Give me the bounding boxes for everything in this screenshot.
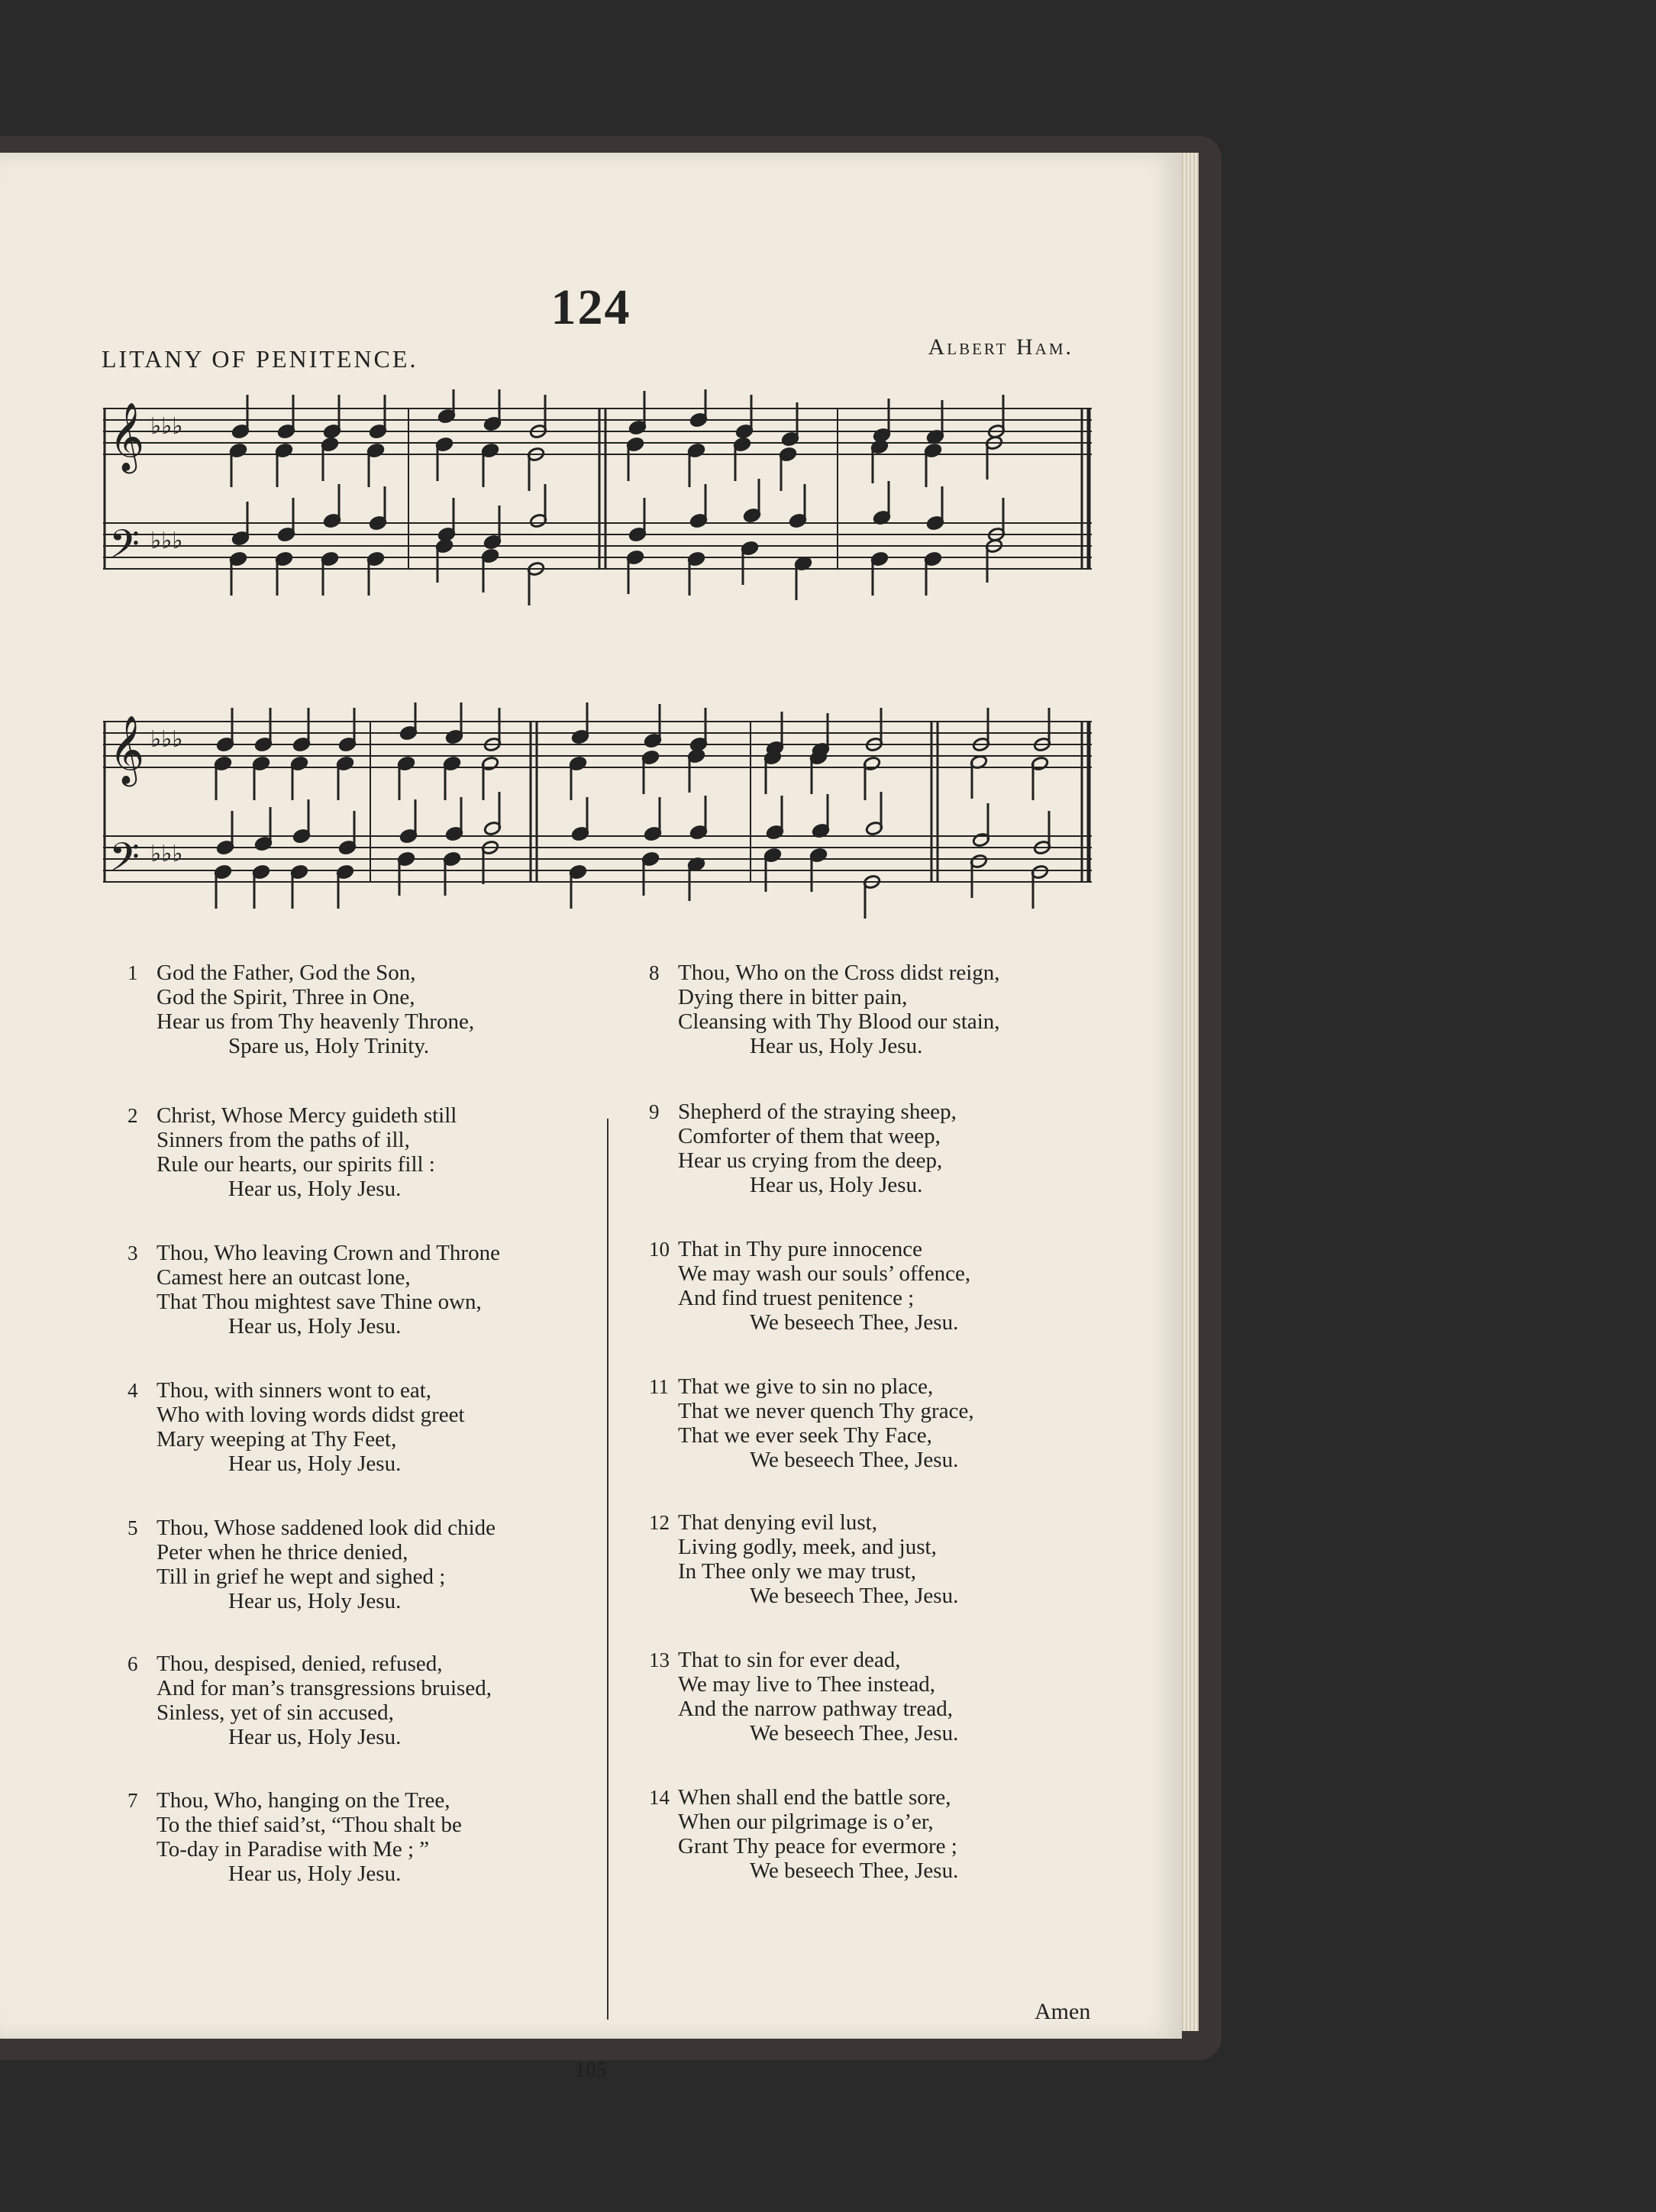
verse-7 — [128, 1788, 462, 1886]
verse-line: And the narrow pathway tread, — [678, 1697, 953, 1721]
verse-number: 4 — [128, 1379, 138, 1402]
verse-refrain: Hear us, Holy Jesu. — [228, 1589, 402, 1613]
verse-line: Thou, Who leaving Crown and Throne — [157, 1241, 500, 1265]
score-system-1-svg — [103, 389, 1092, 618]
music-system-2 — [103, 702, 1092, 932]
verse-line: Sinless, yet of sin accused, — [157, 1700, 394, 1725]
amen: Amen — [1035, 1999, 1091, 2024]
verse-line: We may wash our souls’ offence, — [678, 1261, 971, 1286]
verse-line: Christ, Whose Mercy guideth still — [157, 1103, 457, 1128]
verse-line: Camest here an outcast lone, — [157, 1265, 411, 1290]
page-number: 105 — [575, 2059, 607, 2082]
verse-line: That to sin for ever dead, — [678, 1648, 901, 1672]
verse-line: Till in grief he wept and sighed ; — [157, 1565, 446, 1589]
svg-text:𝄞: 𝄞 — [109, 715, 145, 784]
verse-number: 1 — [128, 961, 138, 984]
verse-refrain: Hear us, Holy Jesu. — [750, 1173, 923, 1197]
verse-line: We may live to Thee instead, — [678, 1672, 935, 1697]
hymnal-page — [0, 153, 1182, 2082]
verse-line: And find truest penitence ; — [678, 1286, 915, 1310]
verse-refrain: Hear us, Holy Jesu. — [228, 1314, 402, 1339]
verse-12 — [649, 1510, 959, 1608]
verse-line: In Thee only we may trust, — [678, 1559, 916, 1584]
verse-number: 8 — [649, 961, 660, 984]
verse-line: That we ever seek Thy Face, — [678, 1423, 932, 1448]
verse-number: 2 — [128, 1104, 138, 1127]
verse-line: Living godly, meek, and just, — [678, 1535, 937, 1559]
verse-line: Dying there in bitter pain, — [678, 985, 908, 1009]
verse-2 — [128, 1103, 457, 1201]
verse-line: Thou, despised, denied, refused, — [157, 1652, 443, 1676]
verse-line: Hear us from Thy heavenly Throne, — [157, 1009, 475, 1034]
verse-refrain: We beseech Thee, Jesu. — [750, 1584, 959, 1608]
composer: Albert Ham. — [928, 334, 1073, 360]
svg-text:𝄢: 𝄢 — [109, 521, 140, 576]
hymn-title: LITANY OF PENITENCE. — [102, 345, 418, 373]
svg-text:♭♭♭: ♭♭♭ — [150, 528, 183, 554]
hymn-number: 124 — [550, 279, 631, 335]
music-system-1 — [103, 389, 1092, 618]
verse-13 — [649, 1648, 959, 1745]
verse-line: To-day in Paradise with Me ; ” — [157, 1837, 430, 1862]
verse-line: Shepherd of the straying sheep, — [678, 1100, 957, 1124]
verse-line: To the thief said’st, “Thou shalt be — [157, 1813, 462, 1837]
verse-line: God the Spirit, Three in One, — [157, 985, 415, 1009]
verse-line: That we give to sin no place, — [678, 1374, 934, 1399]
verse-3 — [128, 1241, 500, 1339]
score-system-2-svg — [103, 702, 1092, 932]
verse-refrain: Hear us, Holy Jesu. — [228, 1725, 402, 1749]
verse-refrain: We beseech Thee, Jesu. — [750, 1448, 959, 1472]
verse-line: That we never quench Thy grace, — [678, 1399, 974, 1423]
svg-text:♭♭♭: ♭♭♭ — [150, 413, 183, 440]
verse-line: Cleansing with Thy Blood our stain, — [678, 1009, 1000, 1034]
verse-8 — [649, 961, 1000, 1058]
verse-line: Peter when he thrice denied, — [157, 1540, 408, 1565]
svg-text:♭♭♭: ♭♭♭ — [150, 726, 183, 753]
verse-line: That denying evil lust, — [678, 1510, 877, 1535]
verse-line: When our pilgrimage is o’er, — [678, 1810, 934, 1834]
verse-number: 13 — [649, 1649, 670, 1671]
verse-14 — [649, 1785, 959, 1883]
verse-number: 14 — [649, 1786, 670, 1809]
verse-10 — [649, 1237, 971, 1335]
verse-number: 6 — [128, 1652, 138, 1675]
verse-refrain: We beseech Thee, Jesu. — [750, 1310, 959, 1335]
verse-line: Grant Thy peace for evermore ; — [678, 1834, 957, 1858]
verse-5 — [128, 1516, 496, 1613]
verse-line: That in Thy pure innocence — [678, 1237, 922, 1261]
verse-line: Who with loving words didst greet — [157, 1403, 465, 1427]
svg-text:𝄞: 𝄞 — [109, 402, 145, 471]
verse-refrain: Hear us, Holy Jesu. — [750, 1034, 923, 1058]
verse-line: Thou, with sinners wont to eat, — [157, 1378, 432, 1403]
verse-4 — [128, 1378, 465, 1476]
verse-refrain: Hear us, Holy Jesu. — [228, 1452, 402, 1476]
svg-text:♭♭♭: ♭♭♭ — [150, 841, 183, 867]
column-divider — [607, 1119, 608, 2020]
verse-line: When shall end the battle sore, — [678, 1785, 951, 1810]
verse-line: Rule our hearts, our spirits fill : — [157, 1152, 435, 1177]
verse-line: Hear us crying from the deep, — [678, 1148, 943, 1173]
verse-line: Thou, Whose saddened look did chide — [157, 1516, 496, 1540]
verse-number: 11 — [649, 1375, 669, 1398]
svg-text:𝄢: 𝄢 — [109, 834, 140, 890]
verse-line: And for man’s transgressions bruised, — [157, 1676, 492, 1700]
verse-line: Comforter of them that weep, — [678, 1124, 941, 1148]
verse-number: 5 — [128, 1516, 138, 1539]
verse-number: 7 — [128, 1789, 138, 1812]
verse-9 — [649, 1100, 957, 1197]
verse-11 — [649, 1374, 974, 1472]
verse-6 — [128, 1652, 492, 1749]
verse-1 — [128, 961, 475, 1058]
verse-line: That Thou mightest save Thine own, — [157, 1290, 482, 1314]
verse-number: 12 — [649, 1511, 670, 1534]
verse-refrain: Spare us, Holy Trinity. — [228, 1034, 430, 1058]
verse-number: 10 — [649, 1238, 670, 1261]
verse-refrain: Hear us, Holy Jesu. — [228, 1862, 402, 1886]
verse-refrain: We beseech Thee, Jesu. — [750, 1721, 959, 1745]
verse-number: 3 — [128, 1242, 138, 1264]
verse-number: 9 — [649, 1100, 660, 1123]
verse-refrain: We beseech Thee, Jesu. — [750, 1858, 959, 1883]
verse-line: Thou, Who on the Cross didst reign, — [678, 961, 1000, 985]
verse-line: God the Father, God the Son, — [157, 961, 416, 985]
verse-line: Sinners from the paths of ill, — [157, 1128, 410, 1152]
verse-line: Thou, Who, hanging on the Tree, — [157, 1788, 450, 1813]
verse-refrain: Hear us, Holy Jesu. — [228, 1177, 402, 1201]
verse-line: Mary weeping at Thy Feet, — [157, 1427, 397, 1452]
